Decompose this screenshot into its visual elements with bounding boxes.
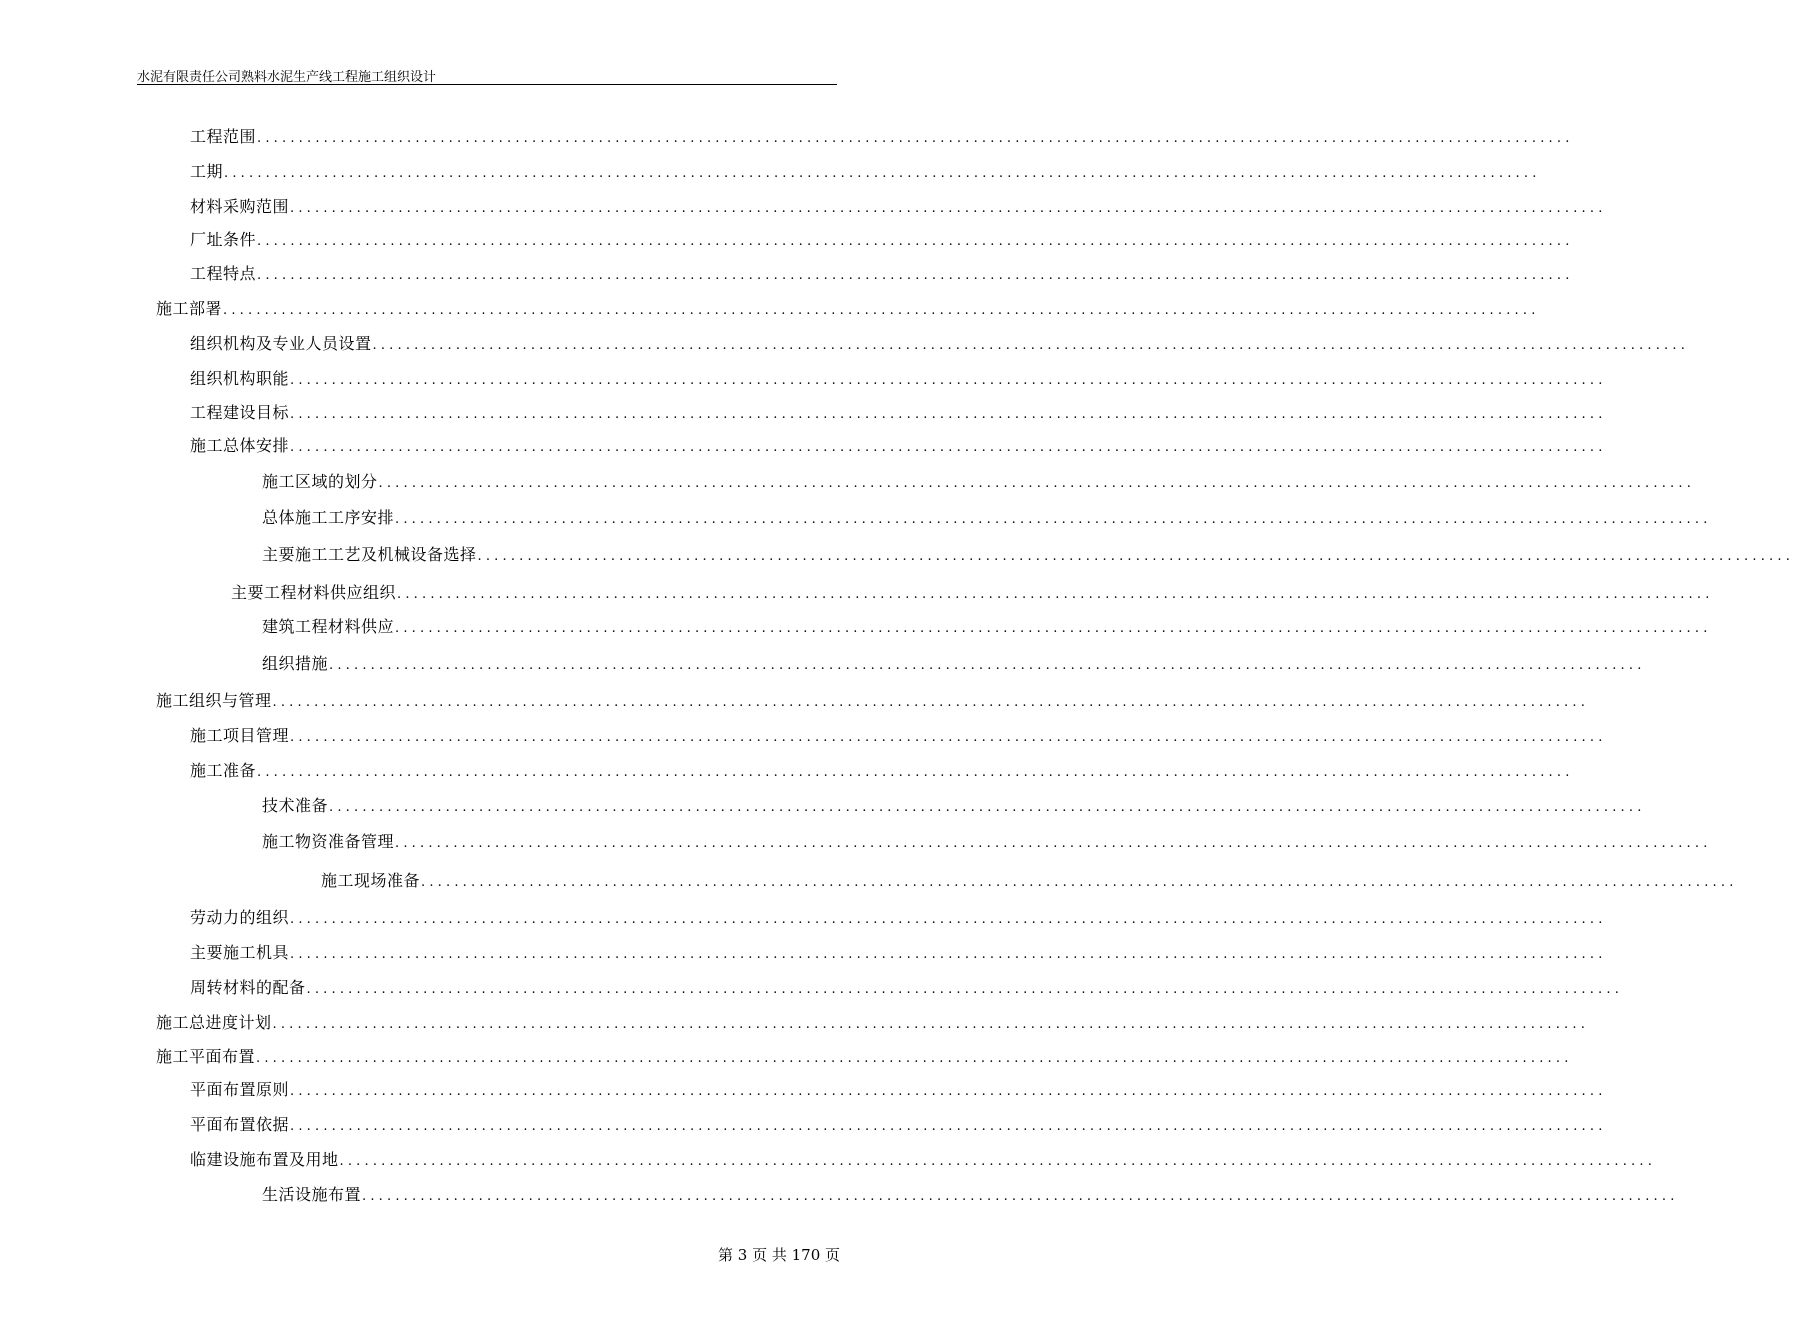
toc-dot-leader: .............................................................................................................................................................. [257, 131, 1574, 146]
toc-entry-title: 主要工程材料供应组织 [231, 583, 397, 602]
toc-dot-leader: .............................................................................................................................................................. [272, 1017, 1590, 1032]
toc-dot-leader: .............................................................................................................................................................. [256, 1051, 1573, 1066]
toc-entry-title: 施工组织与管理 [156, 691, 272, 710]
toc-entry-title: 材料采购范围 [190, 197, 290, 216]
toc-entry[interactable] [190, 936, 1607, 970]
toc-entry[interactable] [262, 465, 1696, 499]
page-number: 第 3 页 共 170 页 [718, 1246, 841, 1264]
toc-entry-title: 施工总进度计划 [156, 1013, 272, 1032]
toc-entry[interactable] [262, 538, 1794, 572]
toc-dot-leader: .............................................................................................................................................................. [290, 373, 1607, 388]
toc-dot-leader: .............................................................................................................................................................. [290, 730, 1607, 745]
toc-entry[interactable] [262, 647, 1646, 681]
toc-entry-title: 施工项目管理 [190, 726, 290, 745]
toc-dot-leader: .............................................................................................................................................................. [272, 695, 1590, 710]
toc-entry[interactable] [190, 257, 1574, 291]
toc-dot-leader: .............................................................................................................................................................. [372, 338, 1690, 353]
toc-entry[interactable] [190, 1073, 1607, 1107]
toc-entry[interactable] [190, 120, 1574, 154]
toc-entry[interactable] [190, 190, 1607, 224]
page-header [137, 66, 837, 85]
toc-dot-leader: .............................................................................................................................................................. [397, 587, 1714, 602]
toc-entry-title: 劳动力的组织 [190, 908, 290, 927]
toc-entry-title: 周转材料的配备 [190, 978, 306, 997]
toc-dot-leader: .............................................................................................................................................................. [290, 440, 1607, 455]
toc-entry-title: 主要施工机具 [190, 943, 290, 962]
toc-dot-leader: .............................................................................................................................................................. [290, 947, 1607, 962]
toc-entry[interactable] [190, 155, 1541, 189]
toc-entry[interactable] [190, 429, 1607, 463]
toc-entry[interactable] [190, 1143, 1657, 1177]
toc-entry[interactable] [190, 223, 1574, 257]
page-footer [718, 1244, 840, 1265]
toc-entry-title: 技术准备 [262, 796, 329, 815]
toc-entry[interactable] [190, 719, 1607, 753]
toc-entry-title: 临建设施布置及用地 [190, 1150, 339, 1169]
toc-entry-title: 施工准备 [190, 761, 257, 780]
toc-entry-title: 施工区域的划分 [262, 472, 378, 491]
toc-entry-title: 主要施工工艺及机械设备选择 [262, 545, 477, 564]
toc-dot-leader: .............................................................................................................................................................. [223, 303, 1540, 318]
toc-dot-leader: .............................................................................................................................................................. [395, 836, 1712, 851]
toc-dot-leader: .............................................................................................................................................................. [477, 549, 1794, 564]
toc-dot-leader: .............................................................................................................................................................. [329, 800, 1646, 815]
toc-entry[interactable] [190, 1108, 1607, 1142]
toc-entry[interactable] [190, 754, 1574, 788]
toc-entry[interactable] [190, 396, 1607, 430]
toc-entry-title: 施工现场准备 [321, 871, 421, 890]
header-title: 水泥有限责任公司熟料水泥生产线工程施工组织设计 [137, 70, 437, 85]
toc-entry-title: 组织措施 [262, 654, 329, 673]
toc-entry[interactable] [262, 789, 1646, 823]
toc-dot-leader: .............................................................................................................................................................. [395, 512, 1712, 527]
toc-entry[interactable] [262, 501, 1712, 535]
toc-dot-leader: .............................................................................................................................................................. [257, 765, 1574, 780]
toc-entry-title: 组织机构及专业人员设置 [190, 334, 372, 353]
toc-entry-title: 工程建设目标 [190, 403, 290, 422]
toc-entry[interactable] [190, 327, 1690, 361]
toc-entry[interactable] [156, 292, 1540, 326]
toc-entry-title: 组织机构职能 [190, 369, 290, 388]
toc-dot-leader: .............................................................................................................................................................. [339, 1154, 1657, 1169]
toc-entry[interactable] [190, 971, 1624, 1005]
toc-entry[interactable] [262, 610, 1712, 644]
toc-dot-leader: .............................................................................................................................................................. [290, 1084, 1607, 1099]
toc-entry[interactable] [190, 901, 1607, 935]
toc-dot-leader: .............................................................................................................................................................. [224, 166, 1541, 181]
toc-dot-leader: .............................................................................................................................................................. [290, 912, 1607, 927]
toc-entry[interactable] [231, 576, 1714, 610]
toc-dot-leader: .............................................................................................................................................................. [257, 234, 1574, 249]
toc-dot-leader: .............................................................................................................................................................. [395, 621, 1712, 636]
toc-dot-leader: .............................................................................................................................................................. [290, 201, 1607, 216]
toc-entry[interactable] [262, 1178, 1679, 1212]
toc-entry-title: 平面布置原则 [190, 1080, 290, 1099]
toc-entry[interactable] [156, 1006, 1590, 1040]
toc-entry-title: 工程特点 [190, 264, 257, 283]
toc-entry-title: 建筑工程材料供应 [262, 617, 395, 636]
toc-entry-title: 总体施工工序安排 [262, 508, 395, 527]
toc-dot-leader: .............................................................................................................................................................. [257, 268, 1574, 283]
toc-entry-title: 平面布置依据 [190, 1115, 290, 1134]
toc-entry-title: 施工物资准备管理 [262, 832, 395, 851]
toc-dot-leader: .............................................................................................................................................................. [329, 658, 1646, 673]
toc-entry-title: 施工平面布置 [156, 1047, 256, 1066]
toc-dot-leader: .............................................................................................................................................................. [290, 1119, 1607, 1134]
toc-entry-title: 厂址条件 [190, 230, 257, 249]
toc-dot-leader: .............................................................................................................................................................. [306, 982, 1624, 997]
toc-entry-title: 工程范围 [190, 127, 257, 146]
toc-entry-title: 生活设施布置 [262, 1185, 362, 1204]
toc-dot-leader: .............................................................................................................................................................. [362, 1189, 1679, 1204]
toc-entry[interactable] [156, 684, 1590, 718]
toc-entry[interactable] [190, 362, 1607, 396]
toc-entry-title: 施工部署 [156, 299, 223, 318]
toc-entry-title: 施工总体安排 [190, 436, 290, 455]
toc-entry[interactable] [156, 1040, 1573, 1074]
toc-dot-leader: .............................................................................................................................................................. [378, 476, 1696, 491]
toc-entry[interactable] [262, 825, 1712, 859]
toc-dot-leader: .............................................................................................................................................................. [421, 875, 1738, 890]
toc-entry-title: 工期 [190, 162, 224, 181]
toc-dot-leader: .............................................................................................................................................................. [290, 407, 1607, 422]
toc-entry[interactable] [321, 864, 1738, 898]
